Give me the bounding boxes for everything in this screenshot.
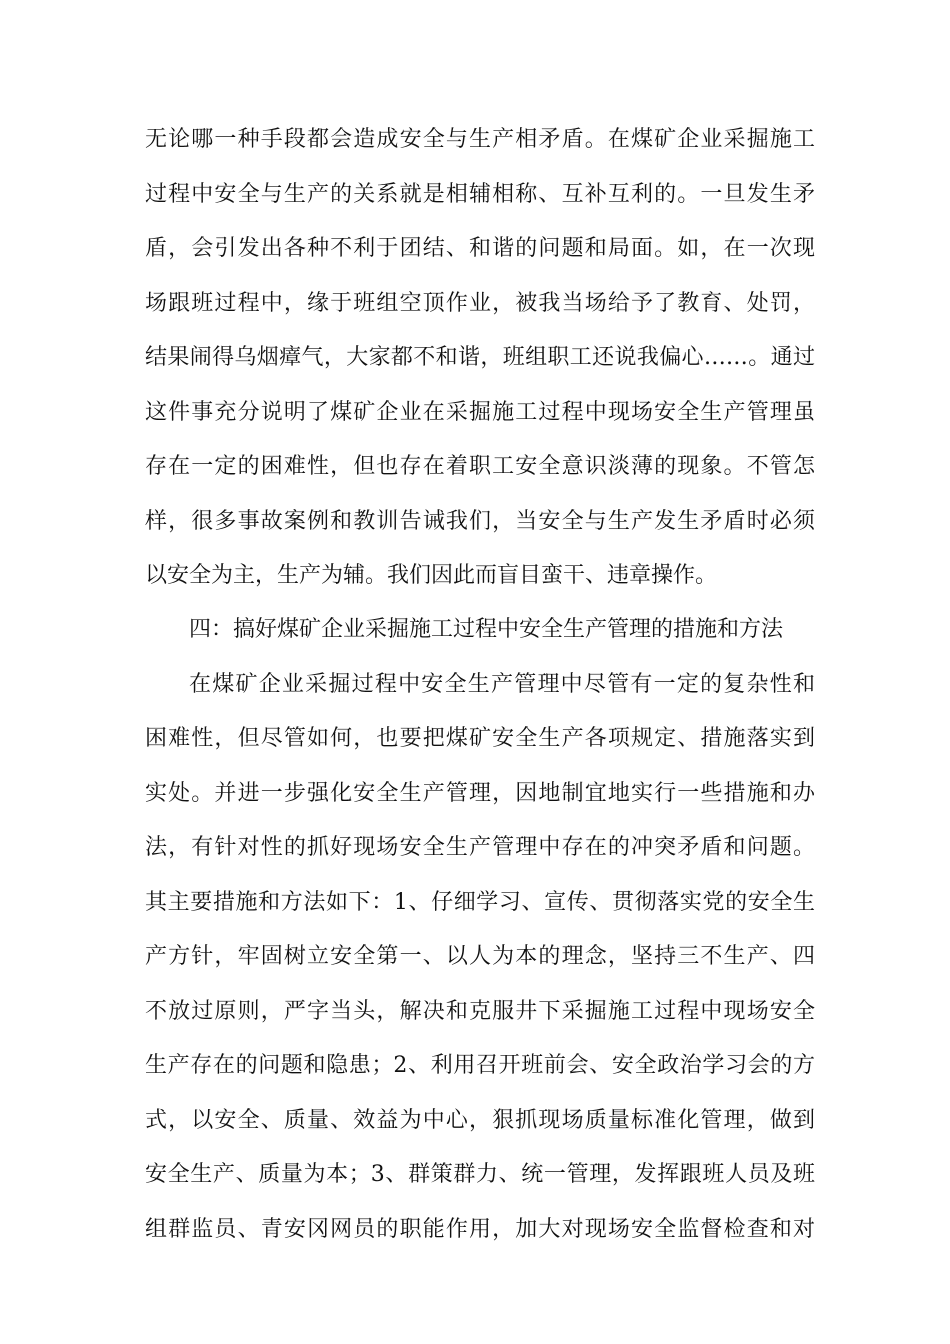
text-line-3: 盾，会引发出各种不利于团结、和谐的问题和局面。如，在一次现 <box>145 236 815 261</box>
text-line-20: 安全生产、质量为本；3、群策群力、统一管理，发挥跟班人员及班 <box>145 1162 815 1187</box>
text-line-13: 实处。并进一步强化安全生产管理，因地制宜地实行一些措施和办 <box>145 781 815 806</box>
text-line-2: 过程中安全与生产的关系就是相辅相称、互补互利的。一旦发生矛 <box>145 182 815 207</box>
text-line-21: 组群监员、青安冈网员的职能作用，加大对现场安全监督检查和对 <box>145 1217 815 1242</box>
text-line-1: 无论哪一种手段都会造成安全与生产相矛盾。在煤矿企业采掘施工 <box>145 127 815 152</box>
text-line-18: 生产存在的问题和隐患；2、利用召开班前会、安全政治学习会的方 <box>145 1053 815 1078</box>
text-line-16: 产方针，牢固树立安全第一、以人为本的理念，坚持三不生产、四 <box>145 944 815 969</box>
section-heading: 四：搞好煤矿企业采掘施工过程中安全生产管理的措施和方法 <box>189 617 784 642</box>
text-line-14: 法，有针对性的抓好现场安全生产管理中存在的冲突矛盾和问题。 <box>145 835 815 860</box>
text-line-9: 以安全为主，生产为辅。我们因此而盲目蛮干、违章操作。 <box>145 563 718 588</box>
text-line-17: 不放过原则，严字当头，解决和克服井下采掘施工过程中现场安全 <box>145 999 815 1024</box>
text-line-5: 结果闹得乌烟瘴气，大家都不和谐，班组职工还说我偏心……。通过 <box>145 345 815 370</box>
text-line-15: 其主要措施和方法如下：1、仔细学习、宣传、贯彻落实党的安全生 <box>145 890 815 915</box>
text-line-8: 样，很多事故案例和教训告诫我们，当安全与生产发生矛盾时必须 <box>145 509 815 534</box>
text-line-7: 存在一定的困难性，但也存在着职工安全意识淡薄的现象。不管怎 <box>145 454 815 479</box>
text-line-4: 场跟班过程中，缘于班组空顶作业，被我当场给予了教育、处罚， <box>145 291 815 316</box>
text-line-6: 这件事充分说明了煤矿企业在采掘施工过程中现场安全生产管理虽 <box>145 400 815 425</box>
text-line-11: 在煤矿企业采掘过程中安全生产管理中尽管有一定的复杂性和 <box>189 672 815 697</box>
text-line-19: 式，以安全、质量、效益为中心，狠抓现场质量标准化管理，做到 <box>145 1108 815 1133</box>
text-line-12: 困难性，但尽管如何，也要把煤矿安全生产各项规定、措施落实到 <box>145 726 815 751</box>
